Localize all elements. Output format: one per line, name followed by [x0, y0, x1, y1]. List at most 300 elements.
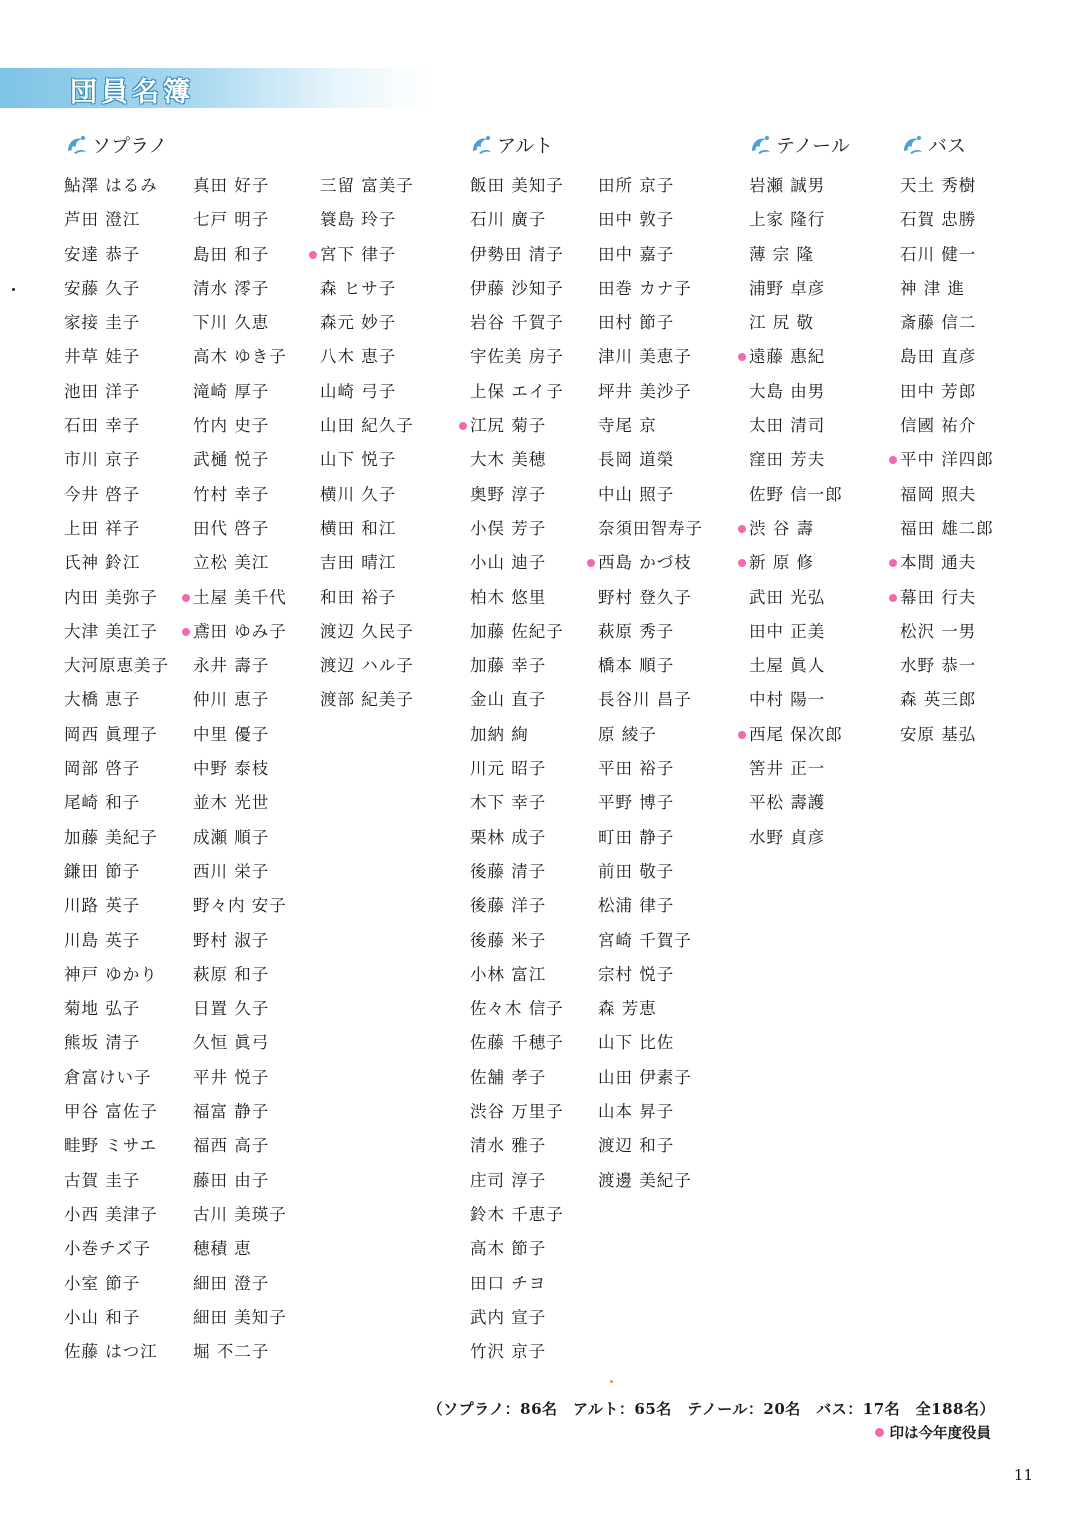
member-name-text: 小巻チズ子 — [64, 1239, 151, 1259]
member-name-text: 古賀 圭子 — [64, 1170, 141, 1190]
member-name — [64, 514, 169, 548]
member-name — [470, 411, 564, 445]
section-title: バス — [928, 134, 967, 157]
member-name — [64, 1166, 169, 1200]
print-mark — [610, 1380, 613, 1383]
member-name-text: 飯田 美知子 — [470, 176, 564, 195]
member-name — [193, 342, 287, 376]
member-name — [900, 651, 994, 685]
member-name-text: 渋 谷 壽 — [749, 518, 814, 538]
member-name-text: 滝崎 厚子 — [193, 381, 270, 401]
member-name — [598, 788, 703, 822]
member-name-text: 山崎 弓子 — [320, 381, 397, 401]
section-title: テノール — [776, 134, 850, 157]
member-name-text: 新 原 修 — [749, 553, 814, 573]
member-name — [900, 308, 994, 342]
member-name-text: 西島 かづ枝 — [598, 553, 692, 573]
member-name-text: 田中 芳郎 — [900, 381, 977, 401]
member-name — [193, 205, 287, 239]
officer-dot-icon — [738, 559, 746, 567]
officer-dot-icon — [889, 559, 897, 567]
ornament-icon — [748, 133, 772, 155]
member-name — [598, 1131, 703, 1165]
page-number: 11 — [1013, 1466, 1033, 1484]
member-name-text: 熊坂 清子 — [64, 1033, 141, 1053]
member-name — [64, 1337, 169, 1371]
member-name-text: 仲川 恵子 — [193, 690, 270, 710]
member-name — [320, 342, 414, 376]
member-name — [749, 823, 843, 857]
member-name-text: 川元 昭子 — [470, 759, 547, 779]
member-name-text: 津川 美恵子 — [598, 347, 692, 367]
member-name-text: 倉富けい子 — [64, 1067, 152, 1087]
member-name-text: 平松 壽護 — [749, 793, 826, 813]
member-name — [193, 926, 287, 960]
member-name-text: 鈴木 千恵子 — [470, 1204, 564, 1224]
member-name-text: 鎌田 節子 — [64, 861, 141, 881]
member-name — [64, 857, 169, 891]
member-name-text: 清水 澪子 — [193, 278, 270, 298]
section-heading-tenor — [748, 132, 850, 156]
member-name-text: 山本 昇子 — [598, 1102, 675, 1122]
member-name-text: 岡西 眞理子 — [64, 724, 158, 744]
member-name — [900, 377, 994, 411]
member-name — [470, 823, 564, 857]
member-name-text: 芦田 澄江 — [64, 210, 141, 230]
member-name-text: 太田 清司 — [749, 416, 826, 436]
member-name-text: 吉田 晴江 — [320, 553, 397, 573]
officer-dot-icon — [587, 559, 595, 567]
member-name-text: 武田 光弘 — [749, 587, 826, 607]
member-name — [598, 411, 703, 445]
name-column — [900, 171, 994, 754]
member-name — [193, 411, 287, 445]
member-name-text: 古川 美瑛子 — [193, 1204, 287, 1224]
member-name-text: 安原 基弘 — [900, 724, 977, 744]
member-name-text: 宇佐美 房子 — [470, 347, 564, 367]
officer-dot-icon — [459, 422, 467, 430]
member-name — [320, 274, 414, 308]
member-name — [470, 891, 564, 925]
member-name — [64, 1269, 169, 1303]
member-name-text: 野村 淑子 — [193, 930, 270, 950]
member-name-text: 大津 美江子 — [64, 621, 158, 641]
member-name — [749, 548, 843, 582]
member-name-text: 野々内 安子 — [193, 896, 287, 916]
member-name — [470, 960, 564, 994]
member-name — [598, 823, 703, 857]
member-name — [470, 788, 564, 822]
member-name — [598, 1028, 703, 1062]
member-count-summary: （ソプラノ：86名 アルト：65名 テノール：20名 バス：17名 全188名） — [427, 1400, 995, 1418]
member-name — [749, 480, 843, 514]
member-name-text: 武内 宣子 — [470, 1307, 547, 1327]
member-name — [598, 1097, 703, 1131]
member-name — [598, 445, 703, 479]
member-name — [900, 617, 994, 651]
member-name — [64, 377, 169, 411]
print-speck — [12, 288, 15, 291]
member-name-text: 宮崎 千賀子 — [598, 930, 692, 950]
member-name — [470, 1166, 564, 1200]
member-name-text: 野村 登久子 — [598, 587, 692, 607]
member-name-text: 中野 泰枝 — [193, 759, 270, 779]
member-name-text: 渡辺 和子 — [598, 1136, 675, 1156]
member-name-text: 氏神 鈴江 — [64, 553, 141, 573]
member-name — [470, 685, 564, 719]
member-name — [749, 754, 843, 788]
member-name-text: 栗林 成子 — [470, 827, 547, 847]
member-name-text: 日置 久子 — [193, 999, 270, 1019]
member-name — [598, 926, 703, 960]
member-name — [749, 411, 843, 445]
member-name-text: 西尾 保次郎 — [749, 724, 843, 744]
member-name-text: 田中 嘉子 — [598, 244, 675, 264]
member-name-text: 小山 迪子 — [470, 553, 547, 573]
member-name — [193, 651, 287, 685]
member-name — [470, 1269, 564, 1303]
member-name — [470, 1303, 564, 1337]
member-name — [470, 926, 564, 960]
member-name-text: 清水 雅子 — [470, 1136, 547, 1156]
member-name-text: 加納 絢 — [470, 724, 529, 744]
member-name-text: 寺尾 京 — [598, 416, 657, 436]
member-name-text: 甲谷 富佐子 — [64, 1102, 158, 1122]
member-name — [64, 891, 169, 925]
member-name — [64, 1234, 169, 1268]
member-name-text: 土屋 美千代 — [193, 587, 287, 607]
member-name-text: 上田 祥子 — [64, 518, 141, 538]
member-name-text: 安藤 久子 — [64, 278, 141, 298]
member-name-text: 山田 紀久子 — [320, 416, 414, 436]
member-name — [749, 651, 843, 685]
member-name-text: 斎藤 信二 — [900, 313, 977, 333]
member-name — [193, 960, 287, 994]
member-name-text: 佐藤 千穂子 — [470, 1033, 564, 1053]
member-name — [64, 1097, 169, 1131]
name-column — [749, 171, 843, 857]
member-name-text: 上家 隆行 — [749, 210, 826, 230]
officer-dot-icon — [889, 594, 897, 602]
member-name — [193, 1028, 287, 1062]
member-name — [598, 342, 703, 376]
member-name-text: 高木 節子 — [470, 1239, 547, 1259]
member-name — [193, 754, 287, 788]
member-name — [470, 1234, 564, 1268]
member-name-text: 佐舗 孝子 — [470, 1067, 547, 1087]
member-name-text: 土屋 眞人 — [749, 656, 826, 676]
member-name-text: 筈井 正一 — [749, 759, 826, 779]
member-name — [193, 994, 287, 1028]
member-name — [193, 788, 287, 822]
member-name — [749, 514, 843, 548]
member-name-text: 高木 ゆき子 — [193, 347, 287, 367]
member-name-text: 原 綾子 — [598, 724, 657, 744]
member-name — [470, 1337, 564, 1371]
member-name — [64, 651, 169, 685]
member-name — [320, 377, 414, 411]
member-name-text: 横田 和江 — [320, 518, 397, 538]
member-name-text: 江 尻 敬 — [749, 313, 814, 333]
member-name-text: 中山 照子 — [598, 484, 675, 504]
member-name-text: 佐藤 はつ江 — [64, 1342, 158, 1362]
member-name — [193, 583, 287, 617]
member-name — [598, 1166, 703, 1200]
member-name — [64, 205, 169, 239]
member-name — [193, 514, 287, 548]
member-name — [193, 240, 287, 274]
member-name — [598, 514, 703, 548]
member-name — [470, 1131, 564, 1165]
member-name-text: 川路 英子 — [64, 896, 141, 916]
member-name-text: 小俣 芳子 — [470, 518, 547, 538]
member-name-text: 後藤 洋子 — [470, 896, 547, 916]
member-name — [320, 411, 414, 445]
member-name — [598, 308, 703, 342]
section-title: アルト — [497, 134, 554, 157]
member-name-text: 内田 美弥子 — [64, 587, 158, 607]
officer-dot-icon — [182, 594, 190, 602]
member-name-text: 岩谷 千賀子 — [470, 313, 564, 333]
member-name — [900, 411, 994, 445]
member-name — [900, 240, 994, 274]
ornament-icon — [469, 133, 493, 155]
member-name-text: 竹沢 京子 — [470, 1342, 547, 1362]
member-name-text: 福富 静子 — [193, 1102, 270, 1122]
member-name — [64, 1063, 169, 1097]
member-name — [470, 857, 564, 891]
officer-dot-icon — [309, 251, 317, 259]
member-name-text: 長岡 道榮 — [598, 450, 675, 470]
member-name-text: 石賀 忠勝 — [900, 210, 977, 230]
section-title: ソプラノ — [92, 134, 168, 157]
member-name — [64, 308, 169, 342]
member-name — [320, 514, 414, 548]
member-name — [598, 857, 703, 891]
member-name — [193, 548, 287, 582]
member-name — [470, 480, 564, 514]
member-name-text: 加藤 佐紀子 — [470, 621, 564, 641]
member-name-text: 田巻 カナ子 — [598, 278, 692, 298]
member-name — [193, 171, 287, 205]
member-name — [193, 1200, 287, 1234]
member-name-text: 渡部 紀美子 — [320, 690, 414, 710]
member-name — [470, 240, 564, 274]
member-name — [320, 308, 414, 342]
member-name — [64, 1028, 169, 1062]
member-name — [193, 1269, 287, 1303]
member-name-text: 下川 久恵 — [193, 313, 270, 333]
member-name — [900, 548, 994, 582]
member-name-text: 山下 悦子 — [320, 450, 397, 470]
member-name-text: 小西 美津子 — [64, 1204, 158, 1224]
member-name — [470, 1200, 564, 1234]
member-name-text: 渡辺 ハル子 — [320, 656, 414, 676]
member-name — [64, 1303, 169, 1337]
member-name — [470, 754, 564, 788]
member-name-text: 鮎澤 はるみ — [64, 176, 158, 195]
member-name-text: 三留 富美子 — [320, 176, 414, 195]
member-name — [64, 171, 169, 205]
member-name — [598, 583, 703, 617]
member-name — [749, 171, 843, 205]
member-name — [470, 1028, 564, 1062]
member-name-text: 佐野 信一郎 — [749, 484, 843, 504]
member-name — [193, 1234, 287, 1268]
member-name — [470, 548, 564, 582]
member-name-text: 家接 圭子 — [64, 313, 141, 333]
member-name — [320, 240, 414, 274]
member-name-text: 田所 京子 — [598, 176, 675, 195]
member-name-text: 長谷川 昌子 — [598, 690, 692, 710]
member-name-text: 神戸 ゆかり — [64, 964, 158, 984]
member-name-text: 幕田 行夫 — [900, 587, 977, 607]
member-name — [193, 720, 287, 754]
member-name-text: 田村 節子 — [598, 313, 675, 333]
member-name-text: 藤田 由子 — [193, 1170, 270, 1190]
member-name — [320, 205, 414, 239]
member-name — [320, 685, 414, 719]
member-name-text: 穂積 恵 — [193, 1239, 252, 1259]
officer-dot-icon — [875, 1428, 884, 1437]
member-name — [470, 720, 564, 754]
member-name-text: 加藤 幸子 — [470, 656, 547, 676]
member-name-text: 山下 比佐 — [598, 1033, 675, 1053]
member-name — [598, 548, 703, 582]
member-name-text: 信國 祐介 — [900, 416, 977, 436]
member-name-text: 池田 洋子 — [64, 381, 141, 401]
member-name — [320, 651, 414, 685]
member-name — [749, 240, 843, 274]
member-name — [64, 617, 169, 651]
member-name-text: 田口 チヨ — [470, 1273, 547, 1293]
member-name — [900, 720, 994, 754]
member-name — [193, 445, 287, 479]
member-name — [64, 926, 169, 960]
member-name — [598, 617, 703, 651]
member-name — [598, 480, 703, 514]
member-name-text: 町田 静子 — [598, 827, 675, 847]
member-name-text: 大橋 恵子 — [64, 690, 141, 710]
member-name-text: 森 芳恵 — [598, 999, 657, 1019]
member-name-text: 森 ヒサ子 — [320, 278, 397, 298]
member-name-text: 八木 恵子 — [320, 347, 397, 367]
member-name — [193, 891, 287, 925]
member-name — [470, 205, 564, 239]
member-name — [320, 480, 414, 514]
member-name — [598, 171, 703, 205]
member-name-text: 萩原 和子 — [193, 964, 270, 984]
member-name-text: 岡部 啓子 — [64, 759, 141, 779]
member-name — [749, 445, 843, 479]
member-name — [598, 377, 703, 411]
member-name — [470, 342, 564, 376]
name-column — [470, 171, 564, 1371]
member-name — [320, 583, 414, 617]
member-name-text: 和田 裕子 — [320, 587, 397, 607]
member-name — [749, 377, 843, 411]
member-name — [749, 583, 843, 617]
member-name-text: 小林 富江 — [470, 964, 547, 984]
member-name-text: 鳶田 ゆみ子 — [193, 621, 287, 641]
member-name-text: 小山 和子 — [64, 1307, 141, 1327]
member-name — [598, 274, 703, 308]
member-name-text: 宗村 悦子 — [598, 964, 675, 984]
member-name — [900, 274, 994, 308]
member-name-text: 石川 健一 — [900, 244, 977, 264]
officer-dot-icon — [738, 525, 746, 533]
member-name — [470, 994, 564, 1028]
member-name — [900, 685, 994, 719]
member-name — [598, 685, 703, 719]
member-name — [64, 1200, 169, 1234]
member-name — [749, 788, 843, 822]
member-name-text: 平中 洋四郎 — [900, 450, 994, 470]
officer-dot-icon — [182, 628, 190, 636]
member-name-text: 平田 裕子 — [598, 759, 675, 779]
ornament-icon — [64, 133, 88, 155]
member-name-text: 福田 雄二郎 — [900, 518, 994, 538]
member-name — [598, 960, 703, 994]
member-name-text: 渡邊 美紀子 — [598, 1170, 692, 1190]
section-heading-bass — [900, 132, 966, 156]
member-name-text: 森元 妙子 — [320, 313, 397, 333]
member-name — [900, 171, 994, 205]
member-name-text: 永井 壽子 — [193, 656, 270, 676]
member-name-text: 島田 直彦 — [900, 347, 977, 367]
member-name — [64, 274, 169, 308]
member-name — [64, 583, 169, 617]
member-name — [193, 685, 287, 719]
member-name — [470, 171, 564, 205]
title-banner — [0, 68, 430, 108]
member-name — [64, 994, 169, 1028]
legend-text: 印は今年度役員 — [889, 1425, 991, 1442]
name-column — [64, 171, 169, 1371]
member-name — [193, 1063, 287, 1097]
member-name-text: 本間 通夫 — [900, 553, 977, 573]
member-name-text: 後藤 米子 — [470, 930, 547, 950]
member-name-text: 田中 正美 — [749, 621, 826, 641]
member-name-text: 森 英三郎 — [900, 690, 977, 710]
member-name-text: 佐々木 信子 — [470, 999, 564, 1019]
member-name-text: 島田 和子 — [193, 244, 270, 264]
member-name — [470, 1063, 564, 1097]
member-name-text: 伊藤 沙知子 — [470, 278, 564, 298]
member-name-text: 福西 高子 — [193, 1136, 270, 1156]
member-name-text: 畦野 ミサエ — [64, 1136, 158, 1156]
member-name-text: 田代 啓子 — [193, 518, 270, 538]
member-name-text: 久恒 眞弓 — [193, 1033, 270, 1053]
member-name-text: 石川 廣子 — [470, 210, 547, 230]
member-name-text: 上保 エイ子 — [470, 381, 564, 401]
member-name — [64, 754, 169, 788]
member-name — [749, 617, 843, 651]
officer-dot-icon — [889, 456, 897, 464]
member-name — [900, 514, 994, 548]
member-name-text: 神 津 進 — [900, 278, 965, 298]
member-name — [193, 377, 287, 411]
member-name-text: 真田 好子 — [193, 176, 270, 195]
section-heading-alto — [469, 132, 553, 156]
member-name — [64, 823, 169, 857]
page-title: 団員名簿 — [70, 77, 194, 108]
member-name-text: 大木 美穂 — [470, 450, 547, 470]
member-name — [749, 342, 843, 376]
member-name-text: 中村 陽一 — [749, 690, 826, 710]
member-name — [598, 240, 703, 274]
member-name — [470, 1097, 564, 1131]
